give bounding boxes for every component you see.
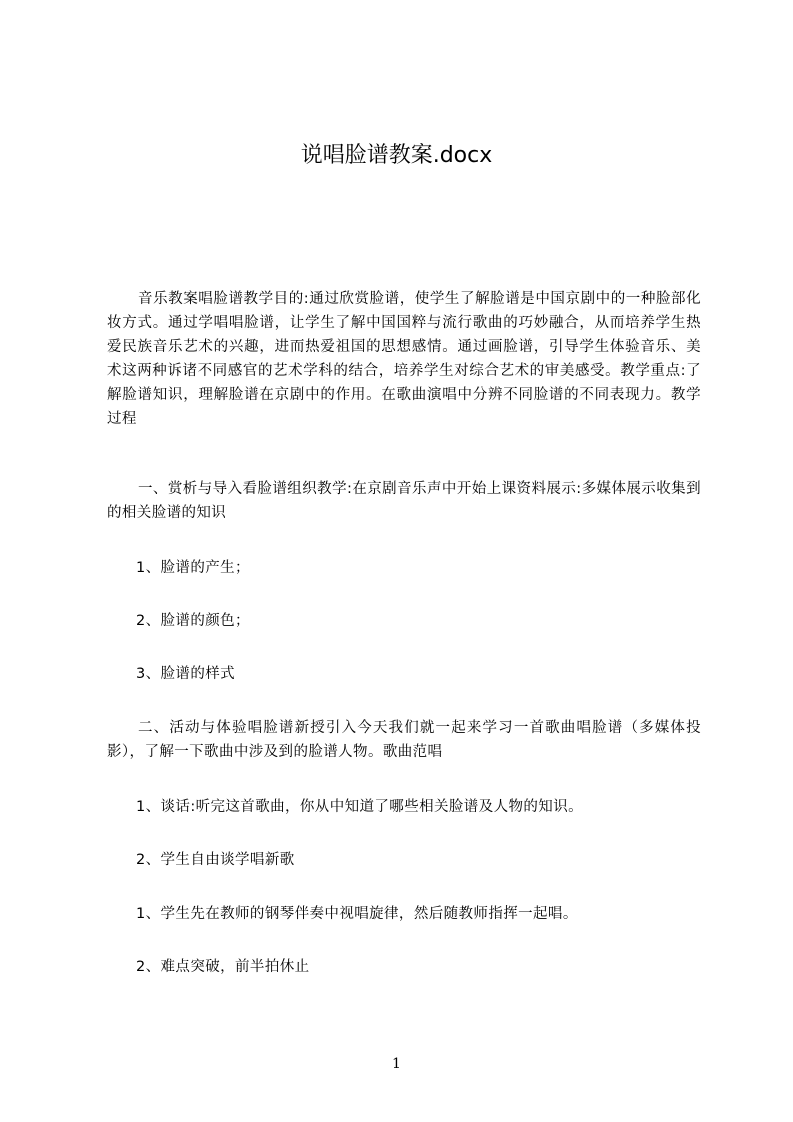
list-item-styles: 3、脸谱的样式 xyxy=(136,666,236,682)
list-item-colors: 2、脸谱的颜色； xyxy=(136,613,250,629)
document-title: 说唱脸谱教案.docx xyxy=(300,143,493,168)
paragraph-objectives: 音乐教案唱脸谱教学目的:通过欣赏脸谱，使学生了解脸谱是中国京剧中的一种脸部化妆方式。通过学唱唱脸谱，让学生了解中国国粹与流行歌曲的巧妙融合，从而培养学生热爱民族音乐艺术的兴趣，进而热爱祖国的思想感情。通过画脸谱，引导学生体验音乐、美术这两种诉诸不同感官的艺术学科的结合，培养学生对综合艺术的审美感受。教学重点:了解脸谱知识，理解脸谱在京剧中的作用。在歌曲演唱中分辨不同脸谱的不同表现力。教学过程 xyxy=(107,291,701,427)
list-item-sight-singing: 1、学生先在教师的钢琴伴奏中视唱旋律，然后随教师指挥一起唱。 xyxy=(136,906,578,922)
page-number: 1 xyxy=(392,1056,401,1072)
list-item-free-talk: 2、学生自由谈学唱新歌 xyxy=(136,852,295,868)
list-item-origin: 1、脸谱的产生； xyxy=(136,560,250,576)
list-item-discussion: 1、谈话:听完这首歌曲，你从中知道了哪些相关脸谱及人物的知识。 xyxy=(136,799,584,815)
paragraph-section-two: 二、活动与体验唱脸谱新授引入今天我们就一起来学习一首歌曲唱脸谱（多媒体投影），了解一下歌曲中涉及到的脸谱人物。歌曲范唱 xyxy=(107,720,701,760)
paragraph-section-one: 一、赏析与导入看脸谱组织教学:在京剧音乐声中开始上课资料展示:多媒体展示收集到的相关脸谱的知识 xyxy=(107,481,701,521)
list-item-difficulty: 2、难点突破，前半拍休止 xyxy=(136,959,310,975)
